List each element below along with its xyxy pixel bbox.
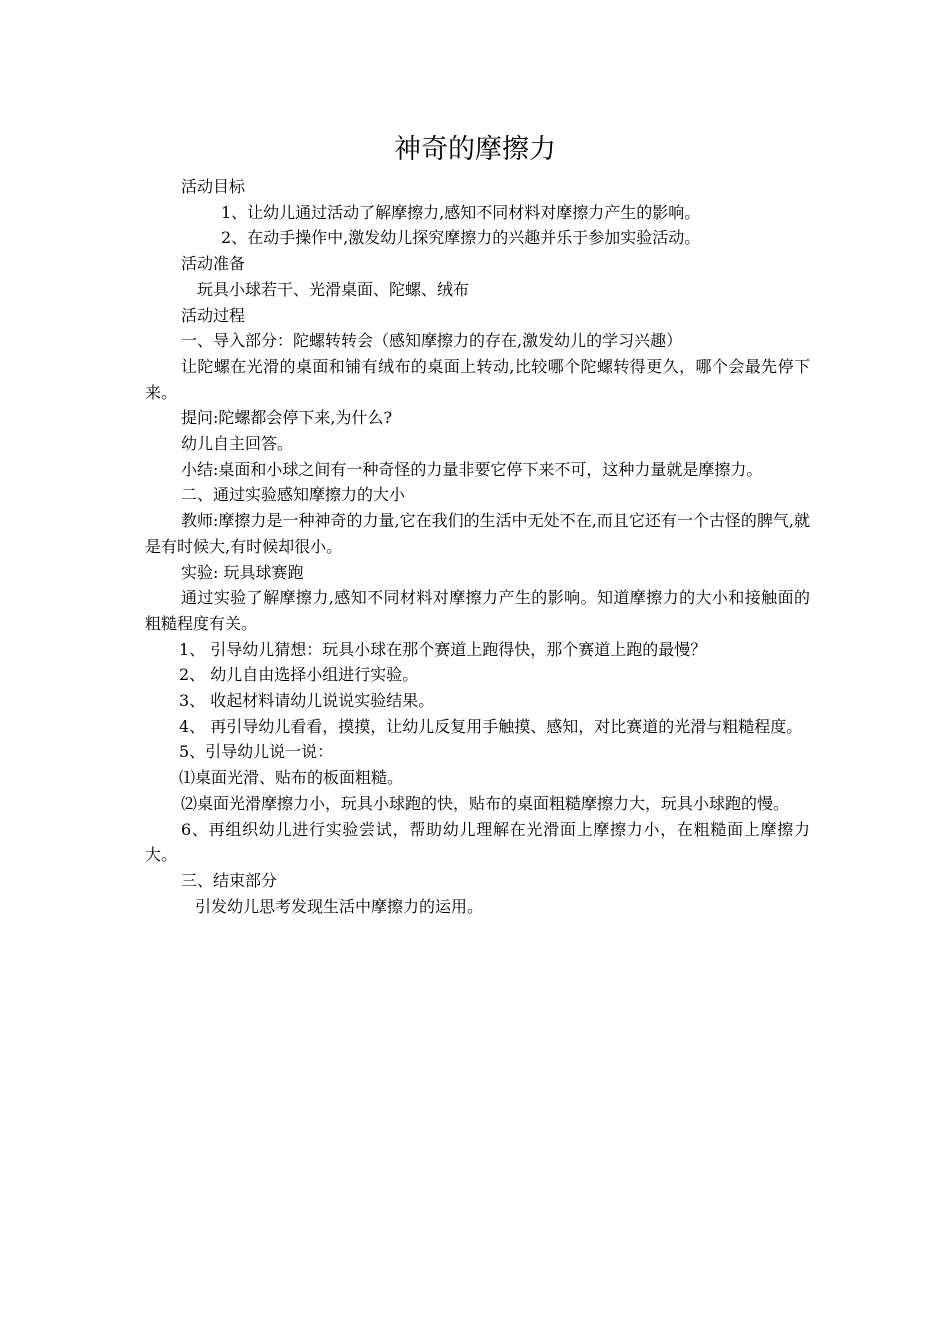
section-heading-process: 活动过程 bbox=[181, 305, 246, 325]
document-title: 神奇的摩擦力 bbox=[394, 134, 556, 165]
paragraph: 实验: 玩具球赛跑 bbox=[181, 562, 304, 582]
list-item: 2、 幼儿自由选择小组进行实验。 bbox=[179, 665, 419, 685]
paragraph: 小结:桌面和小球之间有一种奇怪的力量非要它停下来不可，这种力量就是摩擦力。 bbox=[181, 459, 763, 479]
paragraph: 教师:摩擦力是一种神奇的力量,它在我们的生活中无处不在,而且它还有一个古怪的脾气,就是有时候大,有时候却很小。 bbox=[145, 511, 810, 556]
goal-item-2: 2、在动手操作中,激发幼儿探究摩擦力的兴趣并乐于参加实验活动。 bbox=[221, 228, 701, 248]
list-item: ⑴桌面光滑、贴布的板面粗糙。 bbox=[179, 768, 404, 788]
section-heading-goals: 活动目标 bbox=[181, 177, 246, 196]
document-body bbox=[145, 174, 810, 919]
process-part-1-heading: 一、导入部分：陀螺转转会（感知摩擦力的存在,激发幼儿的学习兴趣） bbox=[181, 331, 683, 351]
paragraph: 引发幼儿思考发现生活中摩擦力的运用。 bbox=[195, 896, 484, 916]
paragraph: 幼儿自主回答。 bbox=[181, 434, 294, 454]
paragraph: 提问:陀螺都会停下来,为什么? bbox=[181, 408, 393, 428]
list-item: 3、 收起材料请幼儿说说实验结果。 bbox=[179, 691, 435, 711]
list-item: 1、 引导幼儿猜想：玩具小球在那个赛道上跑得快，那个赛道上跑的最慢？ bbox=[179, 639, 707, 659]
process-part-3-heading: 三、结束部分 bbox=[181, 870, 278, 890]
process-part-2-heading: 二、通过实验感知摩擦力的大小 bbox=[181, 485, 406, 505]
section-heading-preparation: 活动准备 bbox=[181, 254, 246, 274]
preparation-materials: 玩具小球若干、光滑桌面、陀螺、绒布 bbox=[197, 279, 470, 299]
list-item: 4、 再引导幼儿看看，摸摸，让幼儿反复用手触摸、感知，对比赛道的光滑与粗糙程度。 bbox=[179, 716, 803, 736]
list-item: 6、再组织幼儿进行实验尝试，帮助幼儿理解在光滑面上摩擦力小，在粗糙面上摩擦力大。 bbox=[145, 819, 810, 865]
goal-item-1: 1、让幼儿通过活动了解摩擦力,感知不同材料对摩擦力产生的影响。 bbox=[221, 202, 701, 222]
list-item: ⑵桌面光滑摩擦力小，玩具小球跑的快，贴布的桌面粗糙摩擦力大，玩具小球跑的慢。 bbox=[181, 793, 790, 813]
list-item: 5、引导幼儿说一说： bbox=[179, 742, 334, 762]
paragraph: 让陀螺在光滑的桌面和铺有绒布的桌面上转动,比较哪个陀螺转得更久，哪个会最先停下来。 bbox=[145, 356, 810, 402]
paragraph: 通过实验了解摩擦力,感知不同材料对摩擦力产生的影响。知道摩擦力的大小和接触面的粗糙程度有关。 bbox=[145, 588, 810, 633]
